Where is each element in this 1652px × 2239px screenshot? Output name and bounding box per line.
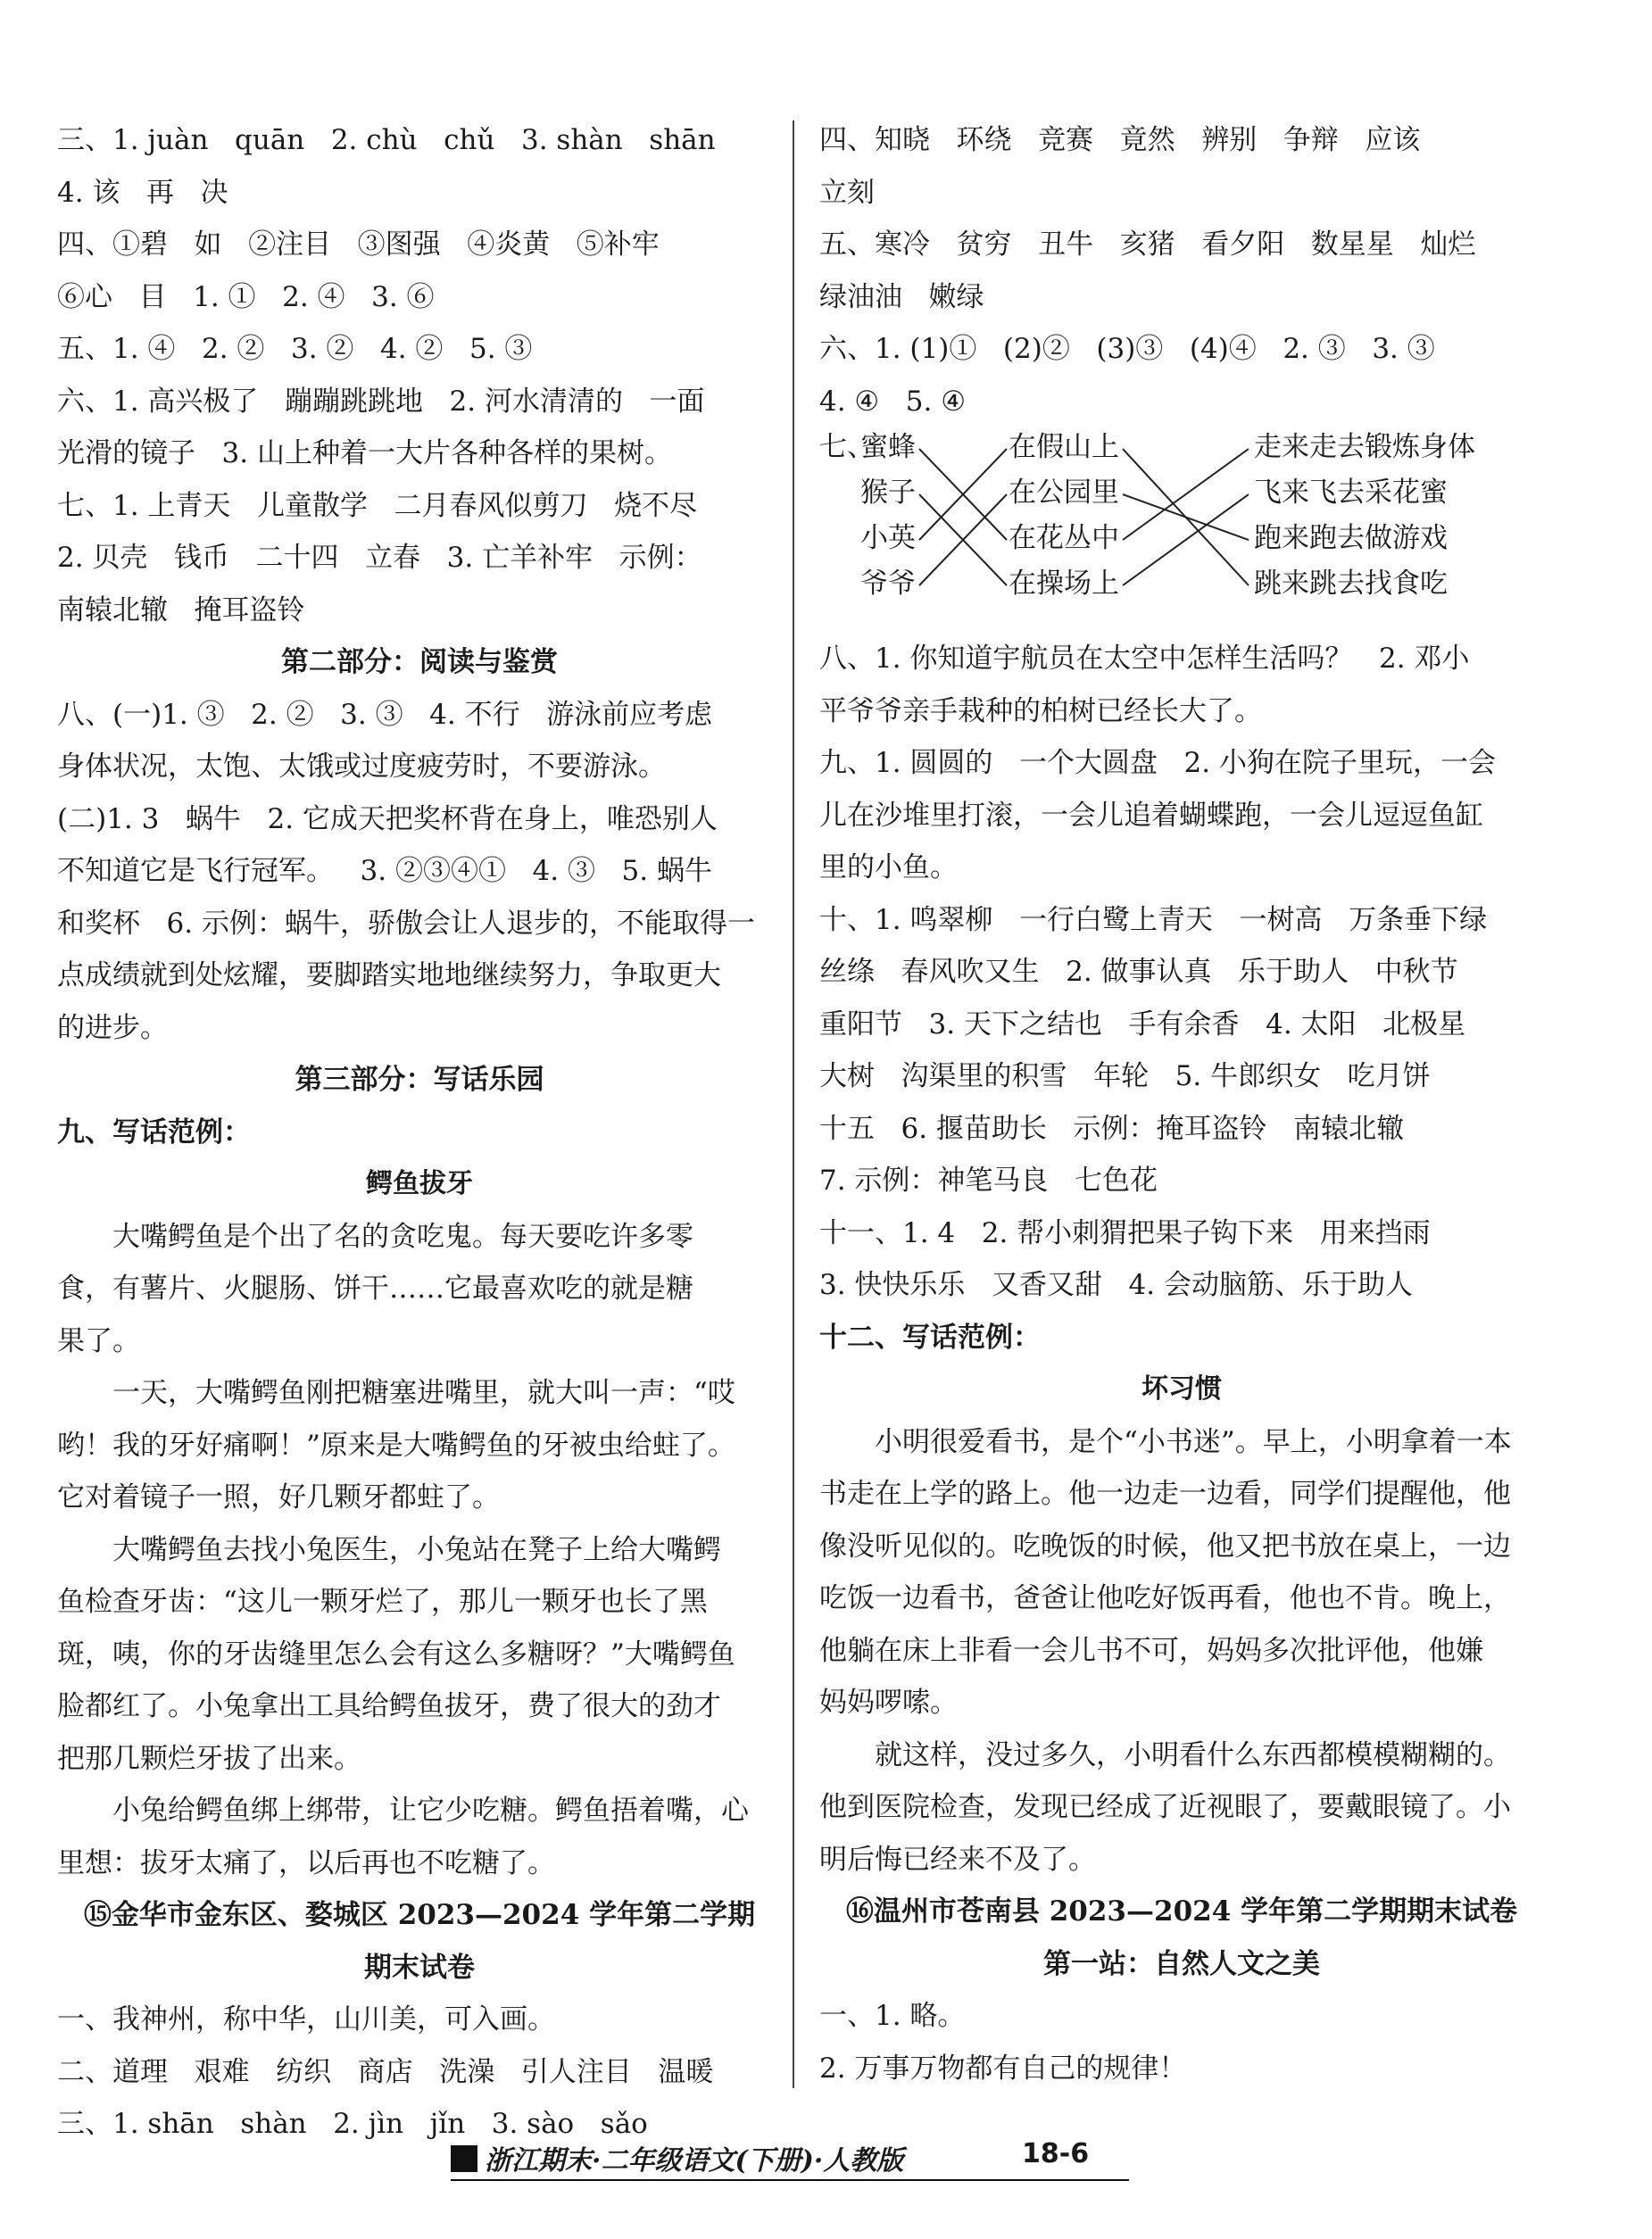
page-footer: [451, 2135, 1129, 2185]
answer-line: 十一、1. 4 2. 帮小刺猬把果子钩下来 用来挡雨: [819, 1216, 1431, 1249]
match-label: 七、: [819, 431, 875, 463]
answer-line: 书走在上学的路上。他一边走一边看，同学们提醒他，他: [819, 1478, 1511, 1510]
answer-line: 小兔给鳄鱼绑上绑带，让它少吃糖。鳄鱼捂着嘴，心: [112, 1795, 749, 1827]
answer-line: ⑥心 目 1. ① 2. ④ 3. ⑥: [57, 280, 435, 313]
answer-line: 平爷爷亲手栽种的柏树已经长大了。: [819, 694, 1262, 727]
match-action: 跳来跳去找食吃: [1254, 568, 1448, 600]
answer-line: 3. 快快乐乐 又香又甜 4. 会动脑筋、乐于助人: [819, 1269, 1413, 1301]
matching-exercise: [819, 427, 1544, 633]
answer-line: 哟！我的牙好痛啊！”原来是大嘴鳄鱼的牙被虫给蛀了。: [57, 1429, 735, 1462]
answer-line: 南辕北辙 掩耳盗铃: [57, 593, 305, 626]
match-action: 跑来跑去做游戏: [1254, 522, 1448, 554]
answer-line: 就这样，没过多久，小明看什么东西都模模糊糊的。: [875, 1738, 1511, 1771]
answer-line: 六、1. (1)① (2)② (3)③ (4)④ 2. ③ 3. ③: [819, 333, 1435, 365]
page-number: 18-6: [1022, 2138, 1090, 2169]
answer-line: 绿油油 嫩绿: [819, 280, 984, 313]
answer-line: 儿在沙堆里打滚，一会儿追着蝴蝶跑，一会儿逗逗鱼缸: [819, 799, 1483, 832]
answer-line: 鳄鱼拔牙: [366, 1168, 473, 1199]
match-line: [1123, 494, 1249, 540]
match-line: [1123, 494, 1249, 585]
answer-line: 小明很爱看书，是个“小书迷”。早上，小明拿着一本: [875, 1425, 1512, 1458]
answer-line: 身体状况，太饱、太饿或过度疲劳时，不要游泳。: [57, 750, 666, 783]
answer-line: 明后悔已经来不及了。: [819, 1843, 1096, 1876]
match-subject: 蜜蜂: [860, 431, 916, 463]
match-action: 走来走去锻炼身体: [1254, 431, 1475, 463]
answer-line: 八、1. 你知道宇航员在太空中怎样生活吗？ 2. 邓小: [819, 643, 1470, 675]
answer-line: 第二部分：阅读与鉴赏: [281, 646, 558, 678]
answer-line: 4. 该 再 决: [57, 176, 228, 209]
answer-line: 九、写话范例：: [57, 1115, 251, 1149]
answer-line: 鱼检查牙齿：“这儿一颗牙烂了，那儿一颗牙也长了黑: [57, 1586, 708, 1618]
match-line: [1123, 449, 1249, 540]
answer-line: 点成绩就到处炫耀，要脚踏实地地继续努力，争取更大: [57, 959, 721, 991]
answer-line: 2. 贝壳 钱币 二十四 立春 3. 亡羊补牢 示例：: [57, 542, 702, 574]
answer-line: 大嘴鳄鱼是个出了名的贪吃鬼。每天要吃许多零: [112, 1220, 693, 1253]
answer-line: 五、1. ④ 2. ② 3. ② 4. ② 5. ③: [57, 333, 533, 365]
right-column: [819, 114, 1544, 2094]
answer-line: 光滑的镜子 3. 山上种着一大片各种各样的果树。: [57, 437, 672, 469]
match-subject: 小英: [860, 522, 916, 554]
right-top-block: [819, 114, 1544, 427]
answer-line: 不知道它是飞行冠军。 3. ②③④① 4. ③ 5. 蜗牛: [57, 855, 712, 887]
answer-line: 九、1. 圆圆的 一个大圆盘 2. 小狗在院子里玩，一会: [819, 747, 1496, 779]
answer-line: 里想：拔牙太痛了，以后再也不吃糖了。: [57, 1846, 555, 1879]
answer-line: 期末试卷: [364, 1951, 475, 1984]
answer-line: 7. 示例：神笔马良 七色花: [819, 1165, 1158, 1197]
answer-line: 坏习惯: [1141, 1373, 1222, 1405]
answer-line: 一天，大嘴鳄鱼刚把糖塞进嘴里，就大叫一声：“哎: [112, 1377, 735, 1409]
answer-line: 它对着镜子一照，好几颗牙都蛀了。: [57, 1481, 500, 1513]
match-subject: 爷爷: [860, 568, 916, 600]
answer-line: 里的小鱼。: [819, 851, 958, 883]
answer-line: 脸都红了。小兔拿出工具给鳄鱼拔牙，费了很大的劲才: [57, 1690, 721, 1722]
answer-line: 七、1. 上青天 儿童散学 二月春风似剪刀 烧不尽: [57, 489, 698, 522]
answer-line: 斑，咦，你的牙齿缝里怎么会有这么多糖呀？”大嘴鳄鱼: [57, 1638, 735, 1671]
answer-line: 吃饭一边看书，爸爸让他吃好饭再看，他也不肯。晚上，: [819, 1582, 1511, 1614]
answer-line: 和奖杯 6. 示例：蜗牛，骄傲会让人退步的，不能取得一: [57, 907, 755, 940]
match-place: 在花丛中: [1009, 522, 1119, 554]
answer-line: (二)1. 3 蜗牛 2. 它成天把奖杯背在身上，唯恐别人: [57, 802, 718, 835]
answer-line: 2. 万事万物都有自己的规律！: [819, 2052, 1187, 2085]
answer-line: 一、我神州，称中华，山川美，可入画。: [57, 2003, 555, 2036]
answer-line: 食，有薯片、火腿肠、饼干……它最喜欢吃的就是糖: [57, 1273, 693, 1305]
match-subject: 猴子: [860, 477, 916, 509]
answer-line: ⑮金华市金东区、婺城区 2023—2024 学年第二学期: [83, 1899, 756, 1931]
right-bottom-block: [819, 633, 1544, 2094]
answer-line: 五、寒冷 贫穷 丑牛 亥猪 看夕阳 数星星 灿烂: [819, 228, 1476, 261]
answer-line: 他到医院检查，发现已经成了近视眼了，要戴眼镜了。小: [819, 1791, 1511, 1823]
match-action: 飞来飞去采花蜜: [1254, 477, 1448, 509]
answer-line: 二、道理 艰难 纺织 商店 洗澡 引人注目 温暖: [57, 2055, 714, 2088]
answer-line: 妈妈啰嗦。: [819, 1687, 958, 1719]
column-divider: [793, 120, 794, 2088]
answer-line: 十二、写话范例：: [819, 1321, 1041, 1354]
answer-line: 的进步。: [57, 1011, 168, 1044]
footer-rule: [451, 2179, 1129, 2181]
answer-line: 丝绦 春风吹又生 2. 做事认真 乐于助人 中秋节: [819, 956, 1458, 988]
answer-line: 四、①碧 如 ②注目 ③图强 ④炎黄 ⑤补牢: [57, 228, 660, 261]
match-place: 在公园里: [1009, 477, 1119, 509]
answer-line: 六、1. 高兴极了 蹦蹦跳跳地 2. 河水清清的 一面: [57, 385, 705, 418]
left-column: [57, 114, 782, 2151]
answer-line: 八、(一)1. ③ 2. ② 3. ③ 4. 不行 游泳前应考虑: [57, 698, 713, 731]
match-place: 在假山上: [1009, 431, 1119, 463]
answer-line: 他躺在床上非看一会儿书不可，妈妈多次批评他，他嫌: [819, 1634, 1483, 1667]
answer-line: 大嘴鳄鱼去找小兔医生，小兔站在凳子上给大嘴鳄: [112, 1533, 721, 1566]
answer-line: 第一站：自然人文之美: [1043, 1947, 1320, 1980]
answer-line: 四、知晓 环绕 竞赛 竟然 辨别 争辩 应该: [819, 124, 1421, 156]
answer-line: 重阳节 3. 天下之结也 手有余香 4. 太阳 北极星: [819, 1008, 1466, 1041]
footer-mark-icon: [451, 2145, 477, 2172]
answer-line: ⑯温州市苍南县 2023—2024 学年第二学期期末试卷: [845, 1895, 1518, 1928]
answer-line: 一、1. 略。: [819, 2000, 966, 2032]
answer-line: 立刻: [819, 176, 875, 209]
answer-line: 三、1. juàn quān 2. chù chǔ 3. shàn shān: [57, 124, 716, 156]
answer-line: 把那几颗烂牙拔了出来。: [57, 1742, 361, 1775]
answer-line: 果了。: [57, 1324, 140, 1357]
answer-line: 十、1. 鸣翠柳 一行白鹭上青天 一树高 万条垂下绿: [819, 903, 1488, 936]
footer-title: 浙江期末·二年级语文(下册)·人教版: [485, 2145, 904, 2177]
answer-line: 大树 沟渠里的积雪 年轮 5. 牛郎织女 吃月饼: [819, 1060, 1431, 1092]
answer-line: 三、1. shān shàn 2. jìn jǐn 3. sào sǎo: [57, 2108, 648, 2140]
answer-line: 十五 6. 揠苗助长 示例：掩耳盗铃 南辕北辙: [819, 1112, 1405, 1145]
match-place: 在操场上: [1009, 568, 1119, 600]
answer-line: 第三部分：写话乐园: [295, 1064, 544, 1096]
answer-line: 4. ④ 5. ④: [819, 385, 967, 418]
answer-line: 像没听见似的。吃晚饭的时候，他又把书放在桌上，一边: [819, 1530, 1511, 1563]
